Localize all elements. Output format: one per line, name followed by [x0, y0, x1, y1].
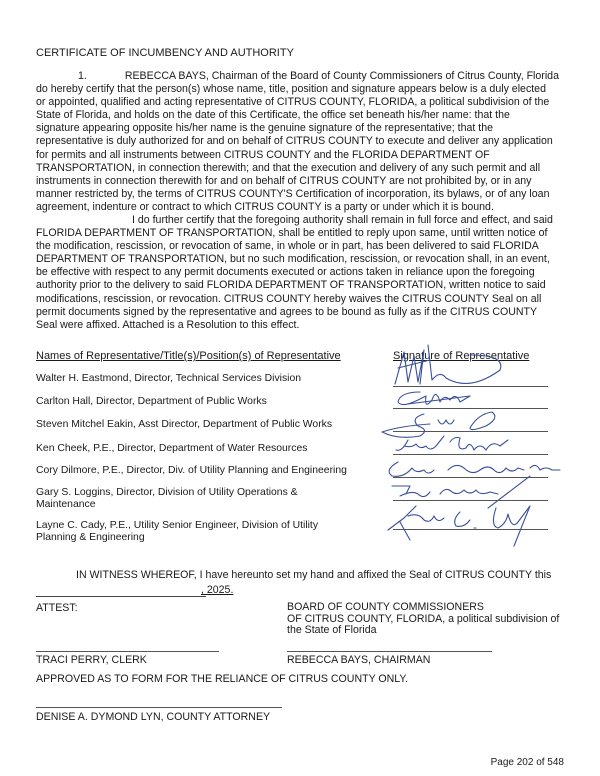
representative-row: Layne C. Cady, P.E., Utility Senior Engineer, Division of Utility Planning & Engineering — [36, 520, 319, 543]
document-title: CERTIFICATE OF INCUMBENCY AND AUTHORITY — [36, 47, 294, 59]
signature-line — [393, 408, 548, 409]
board-block: BOARD OF COUNTY COMMISSIONERS OF CITRUS COUNTY, FLORIDA, a political subdivision of the State of Florida — [287, 601, 560, 637]
paragraph-2-line: permit documents signed by the representative and agrees to be bound as fully as if the CITRUS COUNTY — [36, 305, 538, 318]
paragraph-1-line: representative is duly authorized for and on behalf of CITRUS COUNTY to execute and deliver any application — [36, 135, 553, 148]
representative-row: Gary S. Loggins, Director, Division of Utility Operations & Maintenance — [36, 487, 298, 510]
paragraph-2-line: FLORIDA DEPARTMENT OF TRANSPORTATION, shall be entitled to reply upon same, until written notice of — [36, 227, 548, 240]
attorney-name: DENISE A. DYMOND LYN, COUNTY ATTORNEY — [36, 711, 271, 723]
paragraph-2-line: Seal were affixed. Attached is a Resolution to this effect. — [36, 318, 300, 331]
witness-statement: IN WITNESS WHEREOF, I have hereunto set my hand and affixed the Seal of CITRUS COUNTY this — [76, 569, 552, 581]
attorney-signature-line — [36, 707, 282, 708]
witness-year: , 2025. — [201, 584, 234, 596]
signature-line — [393, 529, 548, 530]
page-number: Page 202 of 548 — [490, 757, 564, 768]
paragraph-1-line: instruments in connection therewith for and on behalf of CITRUS COUNTY are not prohibited by, or in any — [36, 174, 532, 187]
paragraph-2-line: be effective with respect to any permit documents executed or actions taken in reliance upon the foregoing — [36, 266, 535, 279]
representative-row: Steven Mitchel Eakin, Asst Director, Department of Public Works — [36, 419, 333, 430]
signature-line — [393, 454, 548, 455]
signature-line — [393, 477, 548, 478]
signature-5 — [389, 462, 560, 476]
paragraph-1-line: do hereby certify that the person(s) whose name, title, position and signature appears below is a duly elected — [36, 83, 546, 96]
signature-line — [393, 386, 548, 387]
representative-row: Carlton Hall, Director, Department of Public Works — [36, 396, 267, 407]
signature-7 — [388, 506, 530, 546]
paragraph-1-line: or appointed, qualified and acting representative of CITRUS COUNTY, FLORIDA, a political subdivision of the — [36, 96, 550, 109]
paragraph-2-line: the modification, rescission, or revocation of same, in whole or in part, has been delivered to said FLORIDA — [36, 240, 539, 253]
clerk-signature-line — [36, 651, 219, 652]
signature-line — [393, 431, 548, 432]
paragraph-2-line: authority prior to the delivery to said FLORIDA DEPARTMENT OF TRANSPORTATION, written notice to said — [36, 279, 546, 292]
signature-line — [393, 500, 548, 501]
paragraph-1-line: signature appearing opposite his/her name is the genuine signature of the representative; that the — [36, 122, 494, 135]
clerk-name: TRACI PERRY, CLERK — [36, 654, 147, 666]
paragraph-1-line: 1. REBECCA BAYS, Chairman of the Board of County Commissioners of Citrus County, Florida — [78, 70, 559, 82]
paragraph-2-line: DEPARTMENT OF TRANSPORTATION, but no such modification, rescission, or revocation shall, in an event, — [36, 253, 550, 266]
names-column-header: Names of Representative/Title(s)/Position(s) of Representative — [36, 350, 341, 362]
signature-4 — [396, 436, 508, 450]
chairman-signature-line — [287, 651, 492, 652]
attest-label: ATTEST: — [36, 602, 78, 614]
date-blank-line — [36, 586, 206, 597]
signature-3 — [382, 412, 495, 437]
paragraph-2 — [36, 214, 576, 332]
approved-as-to-form: APPROVED AS TO FORM FOR THE RELIANCE OF CITRUS COUNTY ONLY. — [36, 673, 409, 685]
signature-6 — [392, 476, 530, 508]
paragraph-2-line: modifications, rescission, or revocation. CITRUS COUNTY hereby waives the CITRUS COUNTY Seal on all — [36, 292, 542, 305]
paragraph-1-line: TRANSPORTATION, in connection therewith; and that the execution and delivery of any such permit and all — [36, 161, 541, 174]
representative-row: Ken Cheek, P.E., Director, Department of Water Resources — [36, 443, 308, 454]
paragraph-1 — [36, 70, 576, 214]
signature-column-header: Signature of Representative — [393, 350, 530, 362]
paragraph-1-line: agreement, indenture or contract to which CITRUS COUNTY is a party or under which it is bound. — [36, 200, 494, 213]
representative-row: Cory Dilmore, P.E., Director, Div. of Utility Planning and Engineering — [36, 465, 347, 476]
paragraph-number: 1. — [78, 70, 87, 82]
paragraph-1-line: State of Florida, and holds on the date of this Certificate, the office set beneath his/her name: that the — [36, 109, 510, 122]
signature-2 — [398, 392, 470, 405]
representative-row: Walter H. Eastmond, Director, Technical Services Division — [36, 373, 302, 384]
paragraph-1-line: for permits and all instruments between CITRUS COUNTY and the FLORIDA DEPARTMENT OF — [36, 148, 490, 161]
chairman-name: REBECCA BAYS, CHAIRMAN — [287, 654, 431, 666]
paragraph-1-line: manner restricted by, the terms of CITRUS COUNTY'S Certification of incorporation, its bylaws, or of any loan — [36, 187, 550, 200]
paragraph-2-line: I do further certify that the foregoing authority shall remain in full force and effect, and said — [132, 214, 553, 226]
